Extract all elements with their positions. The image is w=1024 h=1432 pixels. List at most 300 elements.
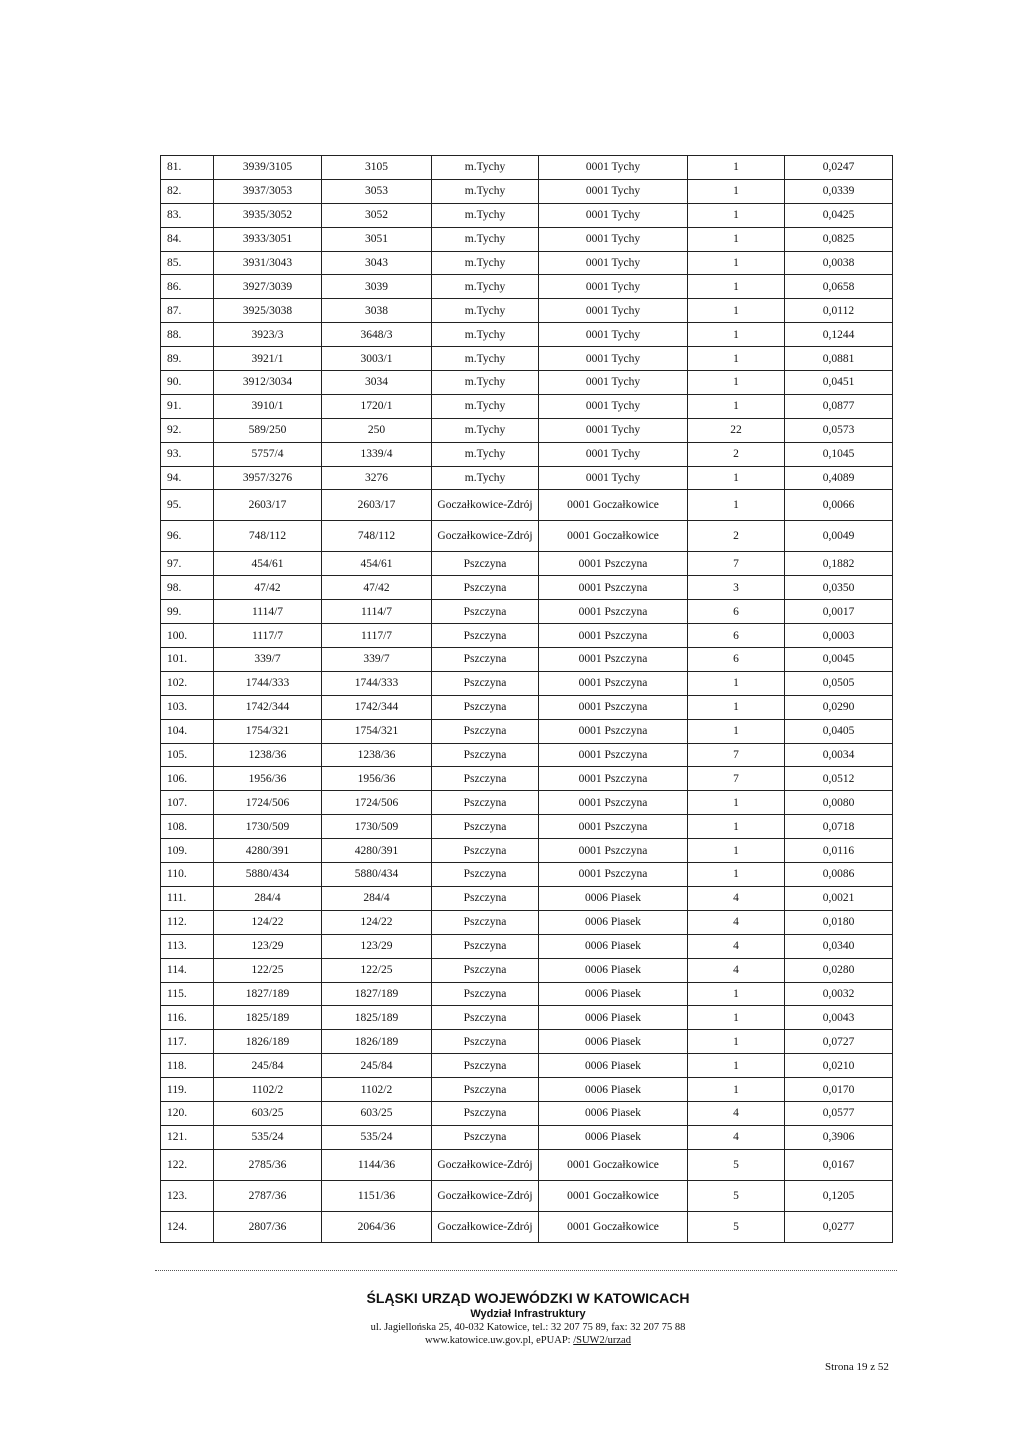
municipality-cell: Goczałkowice-Zdrój	[432, 521, 539, 552]
area-cell: 0,1244	[785, 323, 893, 347]
row-number-cell: 81.	[161, 156, 214, 180]
municipality-cell: Pszczyna	[432, 1054, 539, 1078]
row-number-cell: 108.	[161, 815, 214, 839]
area-cell: 0,0167	[785, 1149, 893, 1180]
parcel-number-cell: 1730/509	[322, 815, 432, 839]
area-cell: 0,0405	[785, 719, 893, 743]
parcel-number-cell: 1339/4	[322, 442, 432, 466]
parcel-id-cell: 3957/3276	[214, 466, 322, 490]
parcel-number-cell: 1825/189	[322, 1006, 432, 1030]
table-row	[161, 982, 893, 1006]
area-cell: 0,0017	[785, 600, 893, 624]
sheet-cell: 6	[688, 624, 785, 648]
municipality-cell: Goczałkowice-Zdrój	[432, 1180, 539, 1211]
area-cell: 0,1882	[785, 552, 893, 576]
parcel-number-cell: 2064/36	[322, 1211, 432, 1242]
parcel-id-cell: 1825/189	[214, 1006, 322, 1030]
table-row	[161, 418, 893, 442]
table-row	[161, 695, 893, 719]
parcel-id-cell: 2603/17	[214, 490, 322, 521]
municipality-cell: Pszczyna	[432, 791, 539, 815]
footer	[300, 1290, 756, 1347]
office-address: ul. Jagiellońska 25, 40-032 Katowice, tel.: 32 207 75 89, fax: 32 207 75 88	[370, 1322, 686, 1333]
table-row	[161, 227, 893, 251]
sheet-cell: 5	[688, 1211, 785, 1242]
parcel-id-cell: 5880/434	[214, 863, 322, 887]
row-number-cell: 122.	[161, 1149, 214, 1180]
area-cell: 0,0718	[785, 815, 893, 839]
sheet-cell: 1	[688, 1030, 785, 1054]
area-cell: 0,0170	[785, 1078, 893, 1102]
parcel-number-cell: 3043	[322, 251, 432, 275]
parcel-number-cell: 454/61	[322, 552, 432, 576]
area-cell: 0,0049	[785, 521, 893, 552]
table-row	[161, 600, 893, 624]
table-row	[161, 958, 893, 982]
parcel-number-cell: 250	[322, 418, 432, 442]
precinct-cell: 0001 Tychy	[539, 323, 688, 347]
sheet-cell: 1	[688, 695, 785, 719]
area-cell: 0,0451	[785, 371, 893, 395]
parcel-number-cell: 1117/7	[322, 624, 432, 648]
row-number-cell: 90.	[161, 371, 214, 395]
table-row	[161, 323, 893, 347]
sheet-cell: 1	[688, 490, 785, 521]
area-cell: 0,0066	[785, 490, 893, 521]
area-cell: 0,1045	[785, 442, 893, 466]
municipality-cell: Pszczyna	[432, 1078, 539, 1102]
precinct-cell: 0001 Pszczyna	[539, 624, 688, 648]
precinct-cell: 0006 Piasek	[539, 910, 688, 934]
area-cell: 0,3906	[785, 1125, 893, 1149]
row-number-cell: 97.	[161, 552, 214, 576]
parcel-id-cell: 1826/189	[214, 1030, 322, 1054]
table-row	[161, 719, 893, 743]
row-number-cell: 89.	[161, 347, 214, 371]
area-cell: 0,0339	[785, 179, 893, 203]
area-cell: 0,0043	[785, 1006, 893, 1030]
parcel-id-cell: 3927/3039	[214, 275, 322, 299]
precinct-cell: 0006 Piasek	[539, 958, 688, 982]
table-row	[161, 203, 893, 227]
sheet-cell: 1	[688, 791, 785, 815]
sheet-cell: 7	[688, 743, 785, 767]
area-cell: 0,0180	[785, 910, 893, 934]
sheet-cell: 1	[688, 203, 785, 227]
parcel-id-cell: 454/61	[214, 552, 322, 576]
table-row	[161, 552, 893, 576]
row-number-cell: 115.	[161, 982, 214, 1006]
municipality-cell: Pszczyna	[432, 958, 539, 982]
parcel-id-cell: 284/4	[214, 886, 322, 910]
area-cell: 0,0112	[785, 299, 893, 323]
municipality-cell: m.Tychy	[432, 466, 539, 490]
precinct-cell: 0001 Tychy	[539, 347, 688, 371]
row-number-cell: 92.	[161, 418, 214, 442]
parcel-number-cell: 5880/434	[322, 863, 432, 887]
page-number: Strona 19 z 52	[825, 1361, 889, 1373]
row-number-cell: 116.	[161, 1006, 214, 1030]
row-number-cell: 84.	[161, 227, 214, 251]
parcel-id-cell: 4280/391	[214, 839, 322, 863]
sheet-cell: 1	[688, 671, 785, 695]
precinct-cell: 0006 Piasek	[539, 982, 688, 1006]
parcel-table	[160, 155, 893, 1243]
municipality-cell: m.Tychy	[432, 227, 539, 251]
parcel-id-cell: 2787/36	[214, 1180, 322, 1211]
area-cell: 0,0116	[785, 839, 893, 863]
parcel-id-cell: 603/25	[214, 1101, 322, 1125]
sheet-cell: 4	[688, 1125, 785, 1149]
parcel-number-cell: 603/25	[322, 1101, 432, 1125]
sheet-cell: 7	[688, 552, 785, 576]
parcel-number-cell: 1754/321	[322, 719, 432, 743]
municipality-cell: m.Tychy	[432, 179, 539, 203]
sheet-cell: 2	[688, 521, 785, 552]
precinct-cell: 0001 Goczałkowice	[539, 1180, 688, 1211]
row-number-cell: 124.	[161, 1211, 214, 1242]
row-number-cell: 123.	[161, 1180, 214, 1211]
parcel-id-cell: 3912/3034	[214, 371, 322, 395]
table-row	[161, 371, 893, 395]
table-row	[161, 521, 893, 552]
municipality-cell: m.Tychy	[432, 347, 539, 371]
precinct-cell: 0001 Pszczyna	[539, 743, 688, 767]
precinct-cell: 0001 Tychy	[539, 179, 688, 203]
parcel-id-cell: 1827/189	[214, 982, 322, 1006]
precinct-cell: 0006 Piasek	[539, 886, 688, 910]
sheet-cell: 1	[688, 719, 785, 743]
parcel-number-cell: 3052	[322, 203, 432, 227]
sheet-cell: 4	[688, 958, 785, 982]
sheet-cell: 1	[688, 299, 785, 323]
table-row	[161, 1211, 893, 1242]
parcel-id-cell: 1114/7	[214, 600, 322, 624]
parcel-number-cell: 122/25	[322, 958, 432, 982]
parcel-number-cell: 3034	[322, 371, 432, 395]
precinct-cell: 0001 Pszczyna	[539, 719, 688, 743]
sheet-cell: 1	[688, 251, 785, 275]
area-cell: 0,0003	[785, 624, 893, 648]
precinct-cell: 0001 Pszczyna	[539, 815, 688, 839]
sheet-cell: 2	[688, 442, 785, 466]
table-row	[161, 394, 893, 418]
parcel-number-cell: 3276	[322, 466, 432, 490]
municipality-cell: m.Tychy	[432, 275, 539, 299]
row-number-cell: 109.	[161, 839, 214, 863]
precinct-cell: 0006 Piasek	[539, 1125, 688, 1149]
municipality-cell: m.Tychy	[432, 418, 539, 442]
parcel-number-cell: 3003/1	[322, 347, 432, 371]
sheet-cell: 1	[688, 275, 785, 299]
municipality-cell: Pszczyna	[432, 624, 539, 648]
row-number-cell: 111.	[161, 886, 214, 910]
area-cell: 0,0727	[785, 1030, 893, 1054]
municipality-cell: Pszczyna	[432, 1030, 539, 1054]
municipality-cell: Pszczyna	[432, 600, 539, 624]
parcel-number-cell: 3051	[322, 227, 432, 251]
municipality-cell: Pszczyna	[432, 743, 539, 767]
municipality-cell: Pszczyna	[432, 576, 539, 600]
parcel-number-cell: 3039	[322, 275, 432, 299]
parcel-number-cell: 748/112	[322, 521, 432, 552]
parcel-id-cell: 3910/1	[214, 394, 322, 418]
precinct-cell: 0001 Pszczyna	[539, 671, 688, 695]
parcel-table-body	[161, 156, 893, 1243]
area-cell: 0,1205	[785, 1180, 893, 1211]
table-row	[161, 671, 893, 695]
parcel-number-cell: 1827/189	[322, 982, 432, 1006]
epuap-link[interactable]: /SUW2/urzad	[573, 1335, 631, 1346]
municipality-cell: m.Tychy	[432, 371, 539, 395]
row-number-cell: 85.	[161, 251, 214, 275]
area-cell: 0,0512	[785, 767, 893, 791]
row-number-cell: 110.	[161, 863, 214, 887]
table-row	[161, 490, 893, 521]
municipality-cell: Pszczyna	[432, 1006, 539, 1030]
precinct-cell: 0001 Tychy	[539, 227, 688, 251]
table-row	[161, 910, 893, 934]
parcel-number-cell: 1744/333	[322, 671, 432, 695]
row-number-cell: 117.	[161, 1030, 214, 1054]
municipality-cell: Pszczyna	[432, 910, 539, 934]
precinct-cell: 0006 Piasek	[539, 934, 688, 958]
sheet-cell: 1	[688, 1006, 785, 1030]
area-cell: 0,0280	[785, 958, 893, 982]
sheet-cell: 7	[688, 767, 785, 791]
precinct-cell: 0006 Piasek	[539, 1006, 688, 1030]
parcel-id-cell: 1956/36	[214, 767, 322, 791]
row-number-cell: 98.	[161, 576, 214, 600]
precinct-cell: 0001 Pszczyna	[539, 863, 688, 887]
table-row	[161, 815, 893, 839]
table-row	[161, 156, 893, 180]
parcel-id-cell: 123/29	[214, 934, 322, 958]
parcel-id-cell: 1744/333	[214, 671, 322, 695]
precinct-cell: 0001 Tychy	[539, 466, 688, 490]
municipality-cell: Pszczyna	[432, 1101, 539, 1125]
row-number-cell: 104.	[161, 719, 214, 743]
table-row	[161, 1125, 893, 1149]
precinct-cell: 0001 Tychy	[539, 371, 688, 395]
municipality-cell: m.Tychy	[432, 203, 539, 227]
sheet-cell: 1	[688, 227, 785, 251]
municipality-cell: Pszczyna	[432, 934, 539, 958]
office-web	[300, 1334, 756, 1347]
parcel-id-cell: 124/22	[214, 910, 322, 934]
parcel-id-cell: 5757/4	[214, 442, 322, 466]
parcel-number-cell: 1720/1	[322, 394, 432, 418]
parcel-number-cell: 284/4	[322, 886, 432, 910]
area-cell: 0,0573	[785, 418, 893, 442]
precinct-cell: 0001 Goczałkowice	[539, 490, 688, 521]
precinct-cell: 0001 Pszczyna	[539, 600, 688, 624]
municipality-cell: Goczałkowice-Zdrój	[432, 1149, 539, 1180]
parcel-id-cell: 122/25	[214, 958, 322, 982]
row-number-cell: 114.	[161, 958, 214, 982]
parcel-id-cell: 1730/509	[214, 815, 322, 839]
parcel-id-cell: 3939/3105	[214, 156, 322, 180]
table-row	[161, 576, 893, 600]
sheet-cell: 1	[688, 371, 785, 395]
row-number-cell: 106.	[161, 767, 214, 791]
municipality-cell: Pszczyna	[432, 839, 539, 863]
parcel-id-cell: 2785/36	[214, 1149, 322, 1180]
municipality-cell: Pszczyna	[432, 886, 539, 910]
table-row	[161, 275, 893, 299]
parcel-number-cell: 3053	[322, 179, 432, 203]
precinct-cell: 0006 Piasek	[539, 1030, 688, 1054]
row-number-cell: 83.	[161, 203, 214, 227]
parcel-number-cell: 3105	[322, 156, 432, 180]
sheet-cell: 1	[688, 1054, 785, 1078]
sheet-cell: 1	[688, 839, 785, 863]
municipality-cell: m.Tychy	[432, 323, 539, 347]
municipality-cell: m.Tychy	[432, 299, 539, 323]
area-cell: 0,0881	[785, 347, 893, 371]
row-number-cell: 88.	[161, 323, 214, 347]
sheet-cell: 1	[688, 863, 785, 887]
row-number-cell: 105.	[161, 743, 214, 767]
table-row	[161, 934, 893, 958]
area-cell: 0,0038	[785, 251, 893, 275]
area-cell: 0,0032	[785, 982, 893, 1006]
parcel-number-cell: 1102/2	[322, 1078, 432, 1102]
row-number-cell: 121.	[161, 1125, 214, 1149]
precinct-cell: 0001 Pszczyna	[539, 648, 688, 672]
row-number-cell: 100.	[161, 624, 214, 648]
row-number-cell: 91.	[161, 394, 214, 418]
sheet-cell: 1	[688, 1078, 785, 1102]
sheet-cell: 1	[688, 815, 785, 839]
parcel-id-cell: 3935/3052	[214, 203, 322, 227]
row-number-cell: 87.	[161, 299, 214, 323]
parcel-id-cell: 3931/3043	[214, 251, 322, 275]
table-row	[161, 791, 893, 815]
parcel-number-cell: 1724/506	[322, 791, 432, 815]
municipality-cell: Pszczyna	[432, 767, 539, 791]
parcel-id-cell: 3933/3051	[214, 227, 322, 251]
parcel-number-cell: 4280/391	[322, 839, 432, 863]
precinct-cell: 0001 Goczałkowice	[539, 1211, 688, 1242]
row-number-cell: 86.	[161, 275, 214, 299]
municipality-cell: Pszczyna	[432, 695, 539, 719]
sheet-cell: 1	[688, 394, 785, 418]
area-cell: 0,0290	[785, 695, 893, 719]
precinct-cell: 0006 Piasek	[539, 1101, 688, 1125]
website-text: www.katowice.uw.gov.pl, ePUAP:	[425, 1335, 574, 1346]
sheet-cell: 5	[688, 1180, 785, 1211]
area-cell: 0,0577	[785, 1101, 893, 1125]
precinct-cell: 0001 Pszczyna	[539, 552, 688, 576]
parcel-id-cell: 535/24	[214, 1125, 322, 1149]
municipality-cell: Pszczyna	[432, 1125, 539, 1149]
municipality-cell: m.Tychy	[432, 156, 539, 180]
precinct-cell: 0006 Piasek	[539, 1078, 688, 1102]
area-cell: 0,0034	[785, 743, 893, 767]
area-cell: 0,0340	[785, 934, 893, 958]
parcel-id-cell: 3937/3053	[214, 179, 322, 203]
parcel-number-cell: 3648/3	[322, 323, 432, 347]
parcel-number-cell: 245/84	[322, 1054, 432, 1078]
sheet-cell: 4	[688, 910, 785, 934]
parcel-number-cell: 1114/7	[322, 600, 432, 624]
precinct-cell: 0001 Pszczyna	[539, 767, 688, 791]
row-number-cell: 94.	[161, 466, 214, 490]
area-cell: 0,0210	[785, 1054, 893, 1078]
parcel-number-cell: 535/24	[322, 1125, 432, 1149]
row-number-cell: 82.	[161, 179, 214, 203]
table-row	[161, 466, 893, 490]
area-cell: 0,0425	[785, 203, 893, 227]
parcel-number-cell: 1826/189	[322, 1030, 432, 1054]
precinct-cell: 0001 Tychy	[539, 275, 688, 299]
area-cell: 0,0045	[785, 648, 893, 672]
area-cell: 0,0350	[785, 576, 893, 600]
precinct-cell: 0001 Pszczyna	[539, 695, 688, 719]
parcel-number-cell: 1144/36	[322, 1149, 432, 1180]
row-number-cell: 96.	[161, 521, 214, 552]
sheet-cell: 1	[688, 982, 785, 1006]
table-row	[161, 442, 893, 466]
row-number-cell: 113.	[161, 934, 214, 958]
footer-divider	[155, 1270, 897, 1271]
row-number-cell: 101.	[161, 648, 214, 672]
sheet-cell: 5	[688, 1149, 785, 1180]
area-cell: 0,0080	[785, 791, 893, 815]
parcel-id-cell: 1742/344	[214, 695, 322, 719]
row-number-cell: 119.	[161, 1078, 214, 1102]
area-cell: 0,0658	[785, 275, 893, 299]
row-number-cell: 95.	[161, 490, 214, 521]
municipality-cell: Pszczyna	[432, 552, 539, 576]
row-number-cell: 93.	[161, 442, 214, 466]
precinct-cell: 0001 Pszczyna	[539, 839, 688, 863]
row-number-cell: 118.	[161, 1054, 214, 1078]
municipality-cell: Pszczyna	[432, 815, 539, 839]
area-cell: 0,0825	[785, 227, 893, 251]
municipality-cell: Pszczyna	[432, 719, 539, 743]
parcel-id-cell: 589/250	[214, 418, 322, 442]
table-row	[161, 179, 893, 203]
area-cell: 0,0021	[785, 886, 893, 910]
sheet-cell: 22	[688, 418, 785, 442]
parcel-id-cell: 2807/36	[214, 1211, 322, 1242]
area-cell: 0,4089	[785, 466, 893, 490]
department-name: Wydział Infrastruktury	[470, 1308, 586, 1320]
row-number-cell: 120.	[161, 1101, 214, 1125]
parcel-id-cell: 1238/36	[214, 743, 322, 767]
parcel-id-cell: 1724/506	[214, 791, 322, 815]
row-number-cell: 99.	[161, 600, 214, 624]
sheet-cell: 4	[688, 886, 785, 910]
municipality-cell: Pszczyna	[432, 863, 539, 887]
precinct-cell: 0001 Goczałkowice	[539, 521, 688, 552]
table-row	[161, 886, 893, 910]
sheet-cell: 6	[688, 648, 785, 672]
parcel-number-cell: 2603/17	[322, 490, 432, 521]
table-row	[161, 1101, 893, 1125]
parcel-id-cell: 1754/321	[214, 719, 322, 743]
parcel-number-cell: 3038	[322, 299, 432, 323]
parcel-id-cell: 748/112	[214, 521, 322, 552]
row-number-cell: 112.	[161, 910, 214, 934]
parcel-number-cell: 1151/36	[322, 1180, 432, 1211]
table-row	[161, 624, 893, 648]
parcel-id-cell: 1117/7	[214, 624, 322, 648]
sheet-cell: 3	[688, 576, 785, 600]
municipality-cell: m.Tychy	[432, 442, 539, 466]
